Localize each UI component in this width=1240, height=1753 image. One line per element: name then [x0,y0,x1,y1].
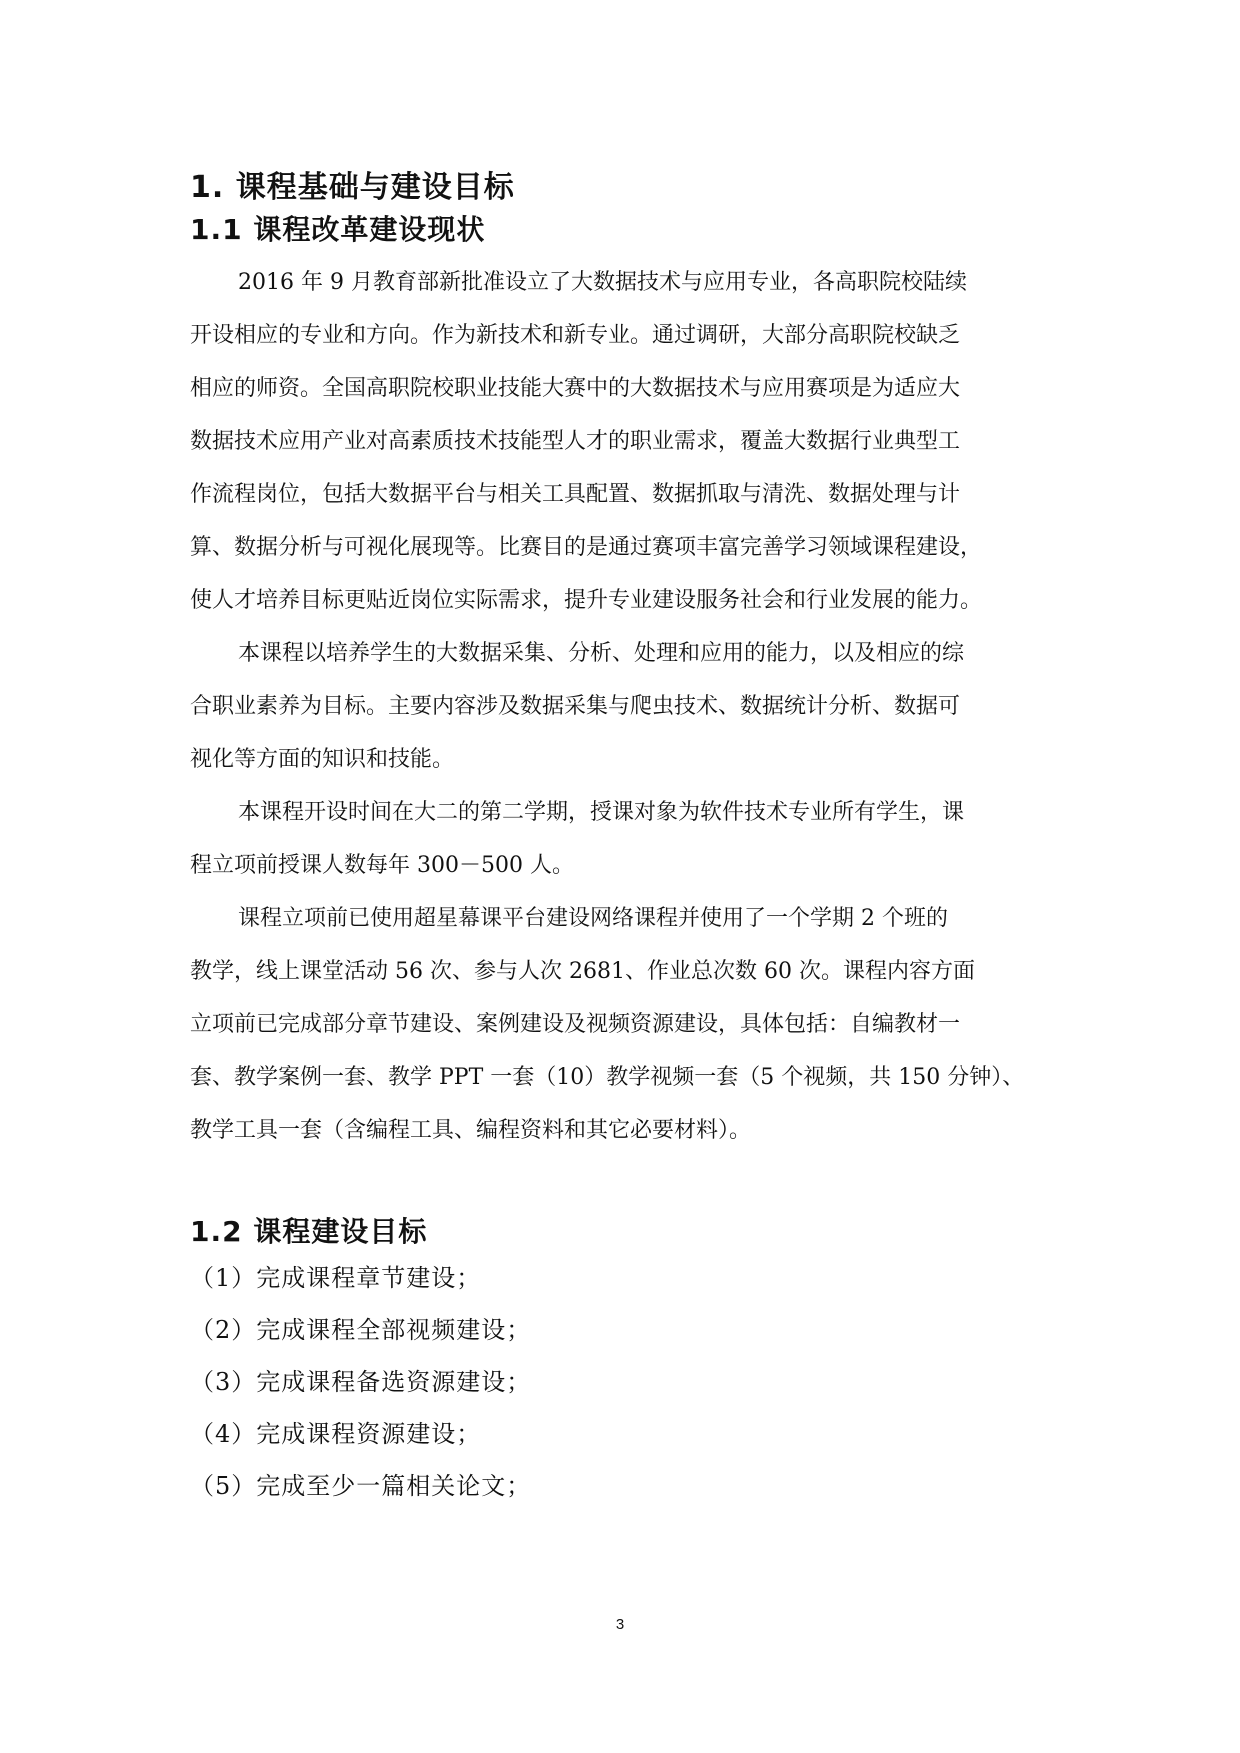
paragraph-line: 开设相应的专业和方向。作为新技术和新专业。通过调研，大部分高职院校缺乏 [190,323,961,348]
paragraph-3 [190,786,1060,892]
list-item: （3）完成课程备选资源建设； [190,1368,532,1396]
heading-course-goals: 1.2 课程建设目标 [190,1215,428,1248]
goals-list [190,1252,531,1512]
paragraph-line: 本课程开设时间在大二的第二学期，授课对象为软件技术专业所有学生，课 [238,800,965,825]
paragraph-line: 立项前已完成部分章节建设、案例建设及视频资源建设，具体包括：自编教材一 [190,1012,961,1037]
heading-course-foundation: 1. 课程基础与建设目标 [190,170,515,205]
list-item: （5）完成至少一篇相关论文； [190,1472,532,1500]
paragraph-line: 数据技术应用产业对高素质技术技能型人才的职业需求，覆盖大数据行业典型工 [190,429,961,454]
paragraph-line: 课程立项前已使用超星幕课平台建设网络课程并使用了一个学期 2 个班的 [238,906,948,931]
list-item: （4）完成课程资源建设； [190,1420,482,1448]
paragraph-line: 视化等方面的知识和技能。 [190,747,455,772]
paragraph-line: 作流程岗位，包括大数据平台与相关工具配置、数据抓取与清洗、数据处理与计 [190,482,961,507]
paragraph-line: 相应的师资。全国高职院校职业技能大赛中的大数据技术与应用赛项是为适应大 [190,376,961,401]
paragraph-line: 教学工具一套（含编程工具、编程资料和其它必要材料）。 [190,1118,752,1143]
paragraph-line: 合职业素养为目标。主要内容涉及数据采集与爬虫技术、数据统计分析、数据可 [190,694,961,719]
paragraph-line: 本课程以培养学生的大数据采集、分析、处理和应用的能力，以及相应的综 [238,641,965,666]
paragraph-line: 程立项前授课人数每年 300－500 人。 [190,853,574,878]
list-item: （1）完成课程章节建设； [190,1264,482,1292]
page-number: 3 [615,1616,625,1633]
heading-reform-status: 1.1 课程改革建设现状 [190,213,486,246]
paragraph-line: 教学，线上课堂活动 56 次、参与人次 2681、作业总次数 60 次。课程内容方面 [190,959,975,984]
paragraph-line: 使人才培养目标更贴近岗位实际需求，提升专业建设服务社会和行业发展的能力。 [190,588,983,613]
list-item: （2）完成课程全部视频建设； [190,1316,532,1344]
paragraph-line: 2016 年 9 月教育部新批准设立了大数据技术与应用专业，各高职院校陆续 [238,270,967,295]
paragraph-2 [190,627,1060,786]
paragraph-line: 套、教学案例一套、教学 PPT 一套（10）教学视频一套（5 个视频，共 150 分钟）、 [190,1065,1025,1090]
paragraph-1 [190,256,1060,627]
paragraph-line: 算、数据分析与可视化展现等。比赛目的是通过赛项丰富完善学习领域课程建设， [190,535,983,560]
paragraph-4 [190,892,1060,1157]
